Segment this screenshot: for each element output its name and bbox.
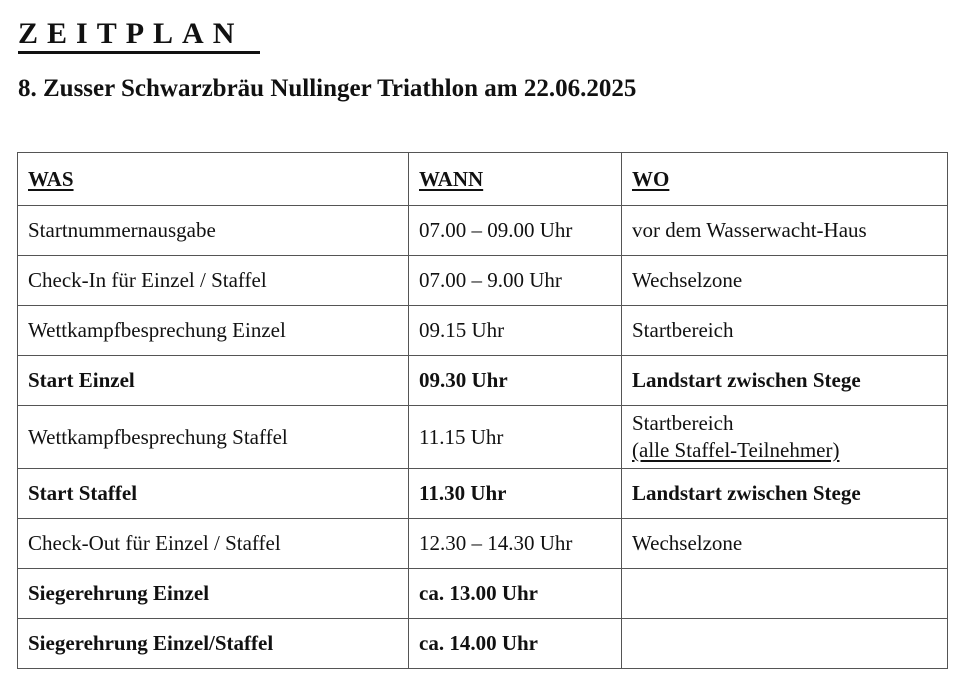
- cell-wo-note: (alle Staffel-Teilnehmer): [632, 438, 840, 462]
- cell-was: Check-Out für Einzel / Staffel: [18, 519, 409, 569]
- cell-wo: [622, 569, 948, 619]
- cell-was: Check-In für Einzel / Staffel: [18, 256, 409, 306]
- table-row: [18, 469, 948, 519]
- cell-wann: 12.30 – 14.30 Uhr: [409, 519, 622, 569]
- table-row: [18, 619, 948, 669]
- cell-was: Start Staffel: [18, 469, 409, 519]
- table-header-row: [18, 153, 948, 206]
- cell-wo-location: Startbereich: [632, 411, 734, 435]
- table-row: [18, 206, 948, 256]
- cell-was: Wettkampfbesprechung Einzel: [18, 306, 409, 356]
- cell-wo: Landstart zwischen Stege: [622, 469, 948, 519]
- table-row: [18, 519, 948, 569]
- cell-was: Startnummernausgabe: [18, 206, 409, 256]
- cell-wo: Startbereich: [622, 306, 948, 356]
- cell-wann: 07.00 – 9.00 Uhr: [409, 256, 622, 306]
- cell-was: Wettkampfbesprechung Staffel: [18, 406, 409, 469]
- column-header-wann: WANN: [409, 153, 622, 206]
- cell-wann: 09.15 Uhr: [409, 306, 622, 356]
- schedule-table: [17, 152, 948, 669]
- cell-wo: [622, 406, 948, 469]
- table-row: [18, 406, 948, 469]
- cell-wo: Wechselzone: [622, 519, 948, 569]
- cell-wo: [622, 619, 948, 669]
- cell-wo: Landstart zwischen Stege: [622, 356, 948, 406]
- column-header-was: WAS: [18, 153, 409, 206]
- cell-wo: vor dem Wasserwacht-Haus: [622, 206, 948, 256]
- cell-wann: ca. 13.00 Uhr: [409, 569, 622, 619]
- cell-wann: 07.00 – 09.00 Uhr: [409, 206, 622, 256]
- table-row: [18, 306, 948, 356]
- cell-wann: ca. 14.00 Uhr: [409, 619, 622, 669]
- cell-wo: Wechselzone: [622, 256, 948, 306]
- cell-wann: 09.30 Uhr: [409, 356, 622, 406]
- table-row: [18, 356, 948, 406]
- cell-wann: 11.30 Uhr: [409, 469, 622, 519]
- cell-was: Start Einzel: [18, 356, 409, 406]
- cell-wann: 11.15 Uhr: [409, 406, 622, 469]
- column-header-wo: WO: [622, 153, 948, 206]
- cell-was: Siegerehrung Einzel/Staffel: [18, 619, 409, 669]
- title-underline: [18, 51, 260, 54]
- cell-was: Siegerehrung Einzel: [18, 569, 409, 619]
- page-subtitle: 8. Zusser Schwarzbräu Nullinger Triathlon am 22.06.2025: [18, 75, 637, 102]
- table-row: [18, 256, 948, 306]
- page-title: ZEITPLAN: [18, 17, 244, 50]
- table-row: [18, 569, 948, 619]
